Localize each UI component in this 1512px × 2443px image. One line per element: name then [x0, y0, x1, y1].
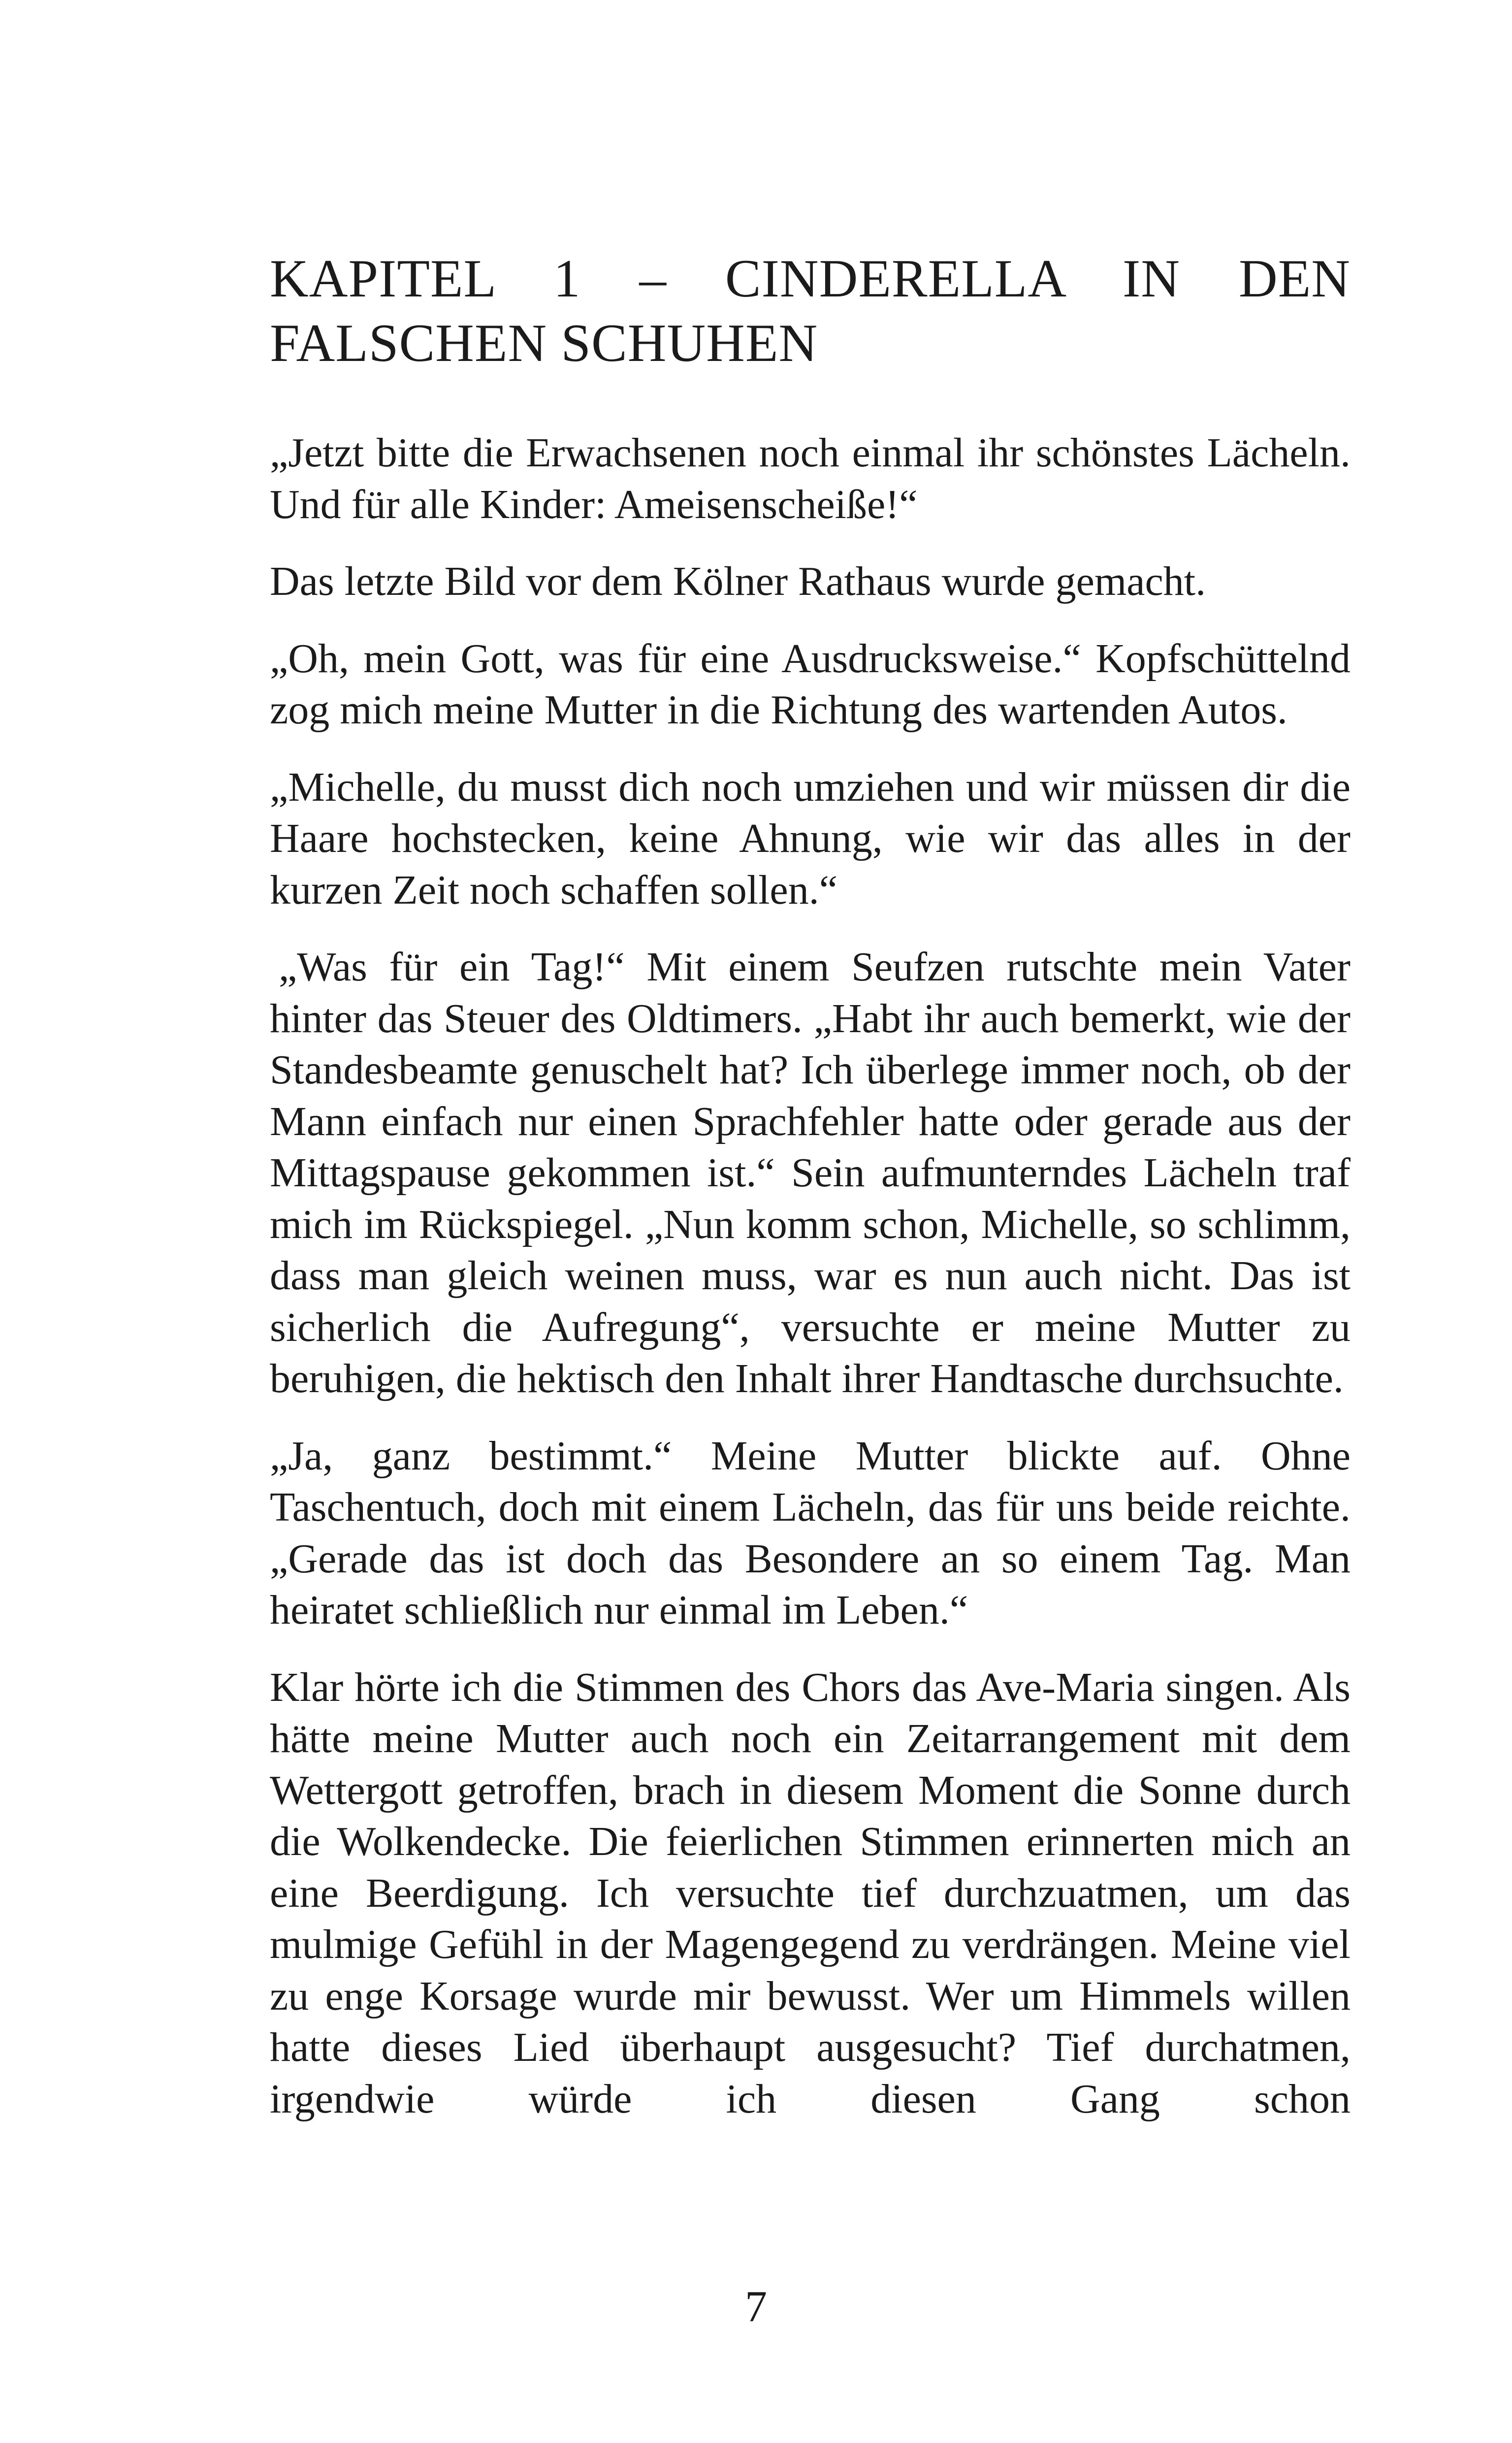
- paragraph: Das letzte Bild vor dem Kölner Rathaus wurde gemacht.: [270, 558, 1206, 604]
- paragraph: „Michelle, du musst dich noch umziehen und wir müssen dir die Haare hochstecken, keine Ahnung, wie wir das alles in der kurzen Zeit noch schaffen sollen.“: [270, 764, 1351, 913]
- paragraph-continued: Klar hörte ich die Stimmen des Chors das Ave-Maria singen. Als hätte meine Mutter auch noch ein Zeitarrangement mit dem Wettergott getroffen, brach in diesem Moment die Sonne durch die Wolkendecke. Die feierlichen Stimmen erinnerten mich an eine Beerdigung. Ich versuchte tief durchzuatmen, um das mulmige Gefühl in der Magengegend zu verdrängen. Meine viel zu enge Korsage wurde mir bewusst. Wer um Himmels willen hatte dieses Lied überhaupt ausgesucht? Tief durchatmen, irgendwie würde ich diesen Gang schon: [270, 1664, 1351, 2122]
- page-number: 7: [745, 2282, 767, 2331]
- paragraph: „Oh, mein Gott, was für eine Ausdrucksweise.“ Kopfschüttelnd zog mich meine Mutter in die Richtung des wartenden Autos.: [270, 635, 1351, 733]
- chapter-text: [270, 427, 1351, 2125]
- paragraph: „Jetzt bitte die Erwachsenen noch einmal ihr schönstes Lächeln. Und für alle Kinder: Ameisenscheiße!“: [270, 430, 1351, 527]
- paragraph: „Ja, ganz bestimmt.“ Meine Mutter blickte auf. Ohne Taschentuch, doch mit einem Lächeln, das für uns beide reichte. „Gerade das ist doch das Besondere an so einem Tag. Man heiratet schließlich nur einmal im Leben.“: [270, 1433, 1351, 1633]
- paragraph: „Was für ein Tag!“ Mit einem Seufzen rutschte mein Vater hinter das Steuer des Oldtimers. „Habt ihr auch bemerkt, wie der Standesbeamte genuschelt hat? Ich überlege immer noch, ob der Mann einfach nur einen Sprachfehler hatte oder gerade aus der Mittagspause gekommen ist.“ Sein aufmunterndes Lächeln traf mich im Rückspiegel. „Nun komm schon, Michelle, so schlimm, dass man gleich weinen muss, war es nun auch nicht. Das ist sicherlich die Aufregung“, versuchte er meine Mutter zu beruhigen, die hektisch den Inhalt ihrer Handtasche durchsuchte.: [270, 944, 1351, 1401]
- chapter-title: KAPITEL 1 – CINDERELLA IN DEN FALSCHEN SCHUHEN: [270, 249, 1351, 373]
